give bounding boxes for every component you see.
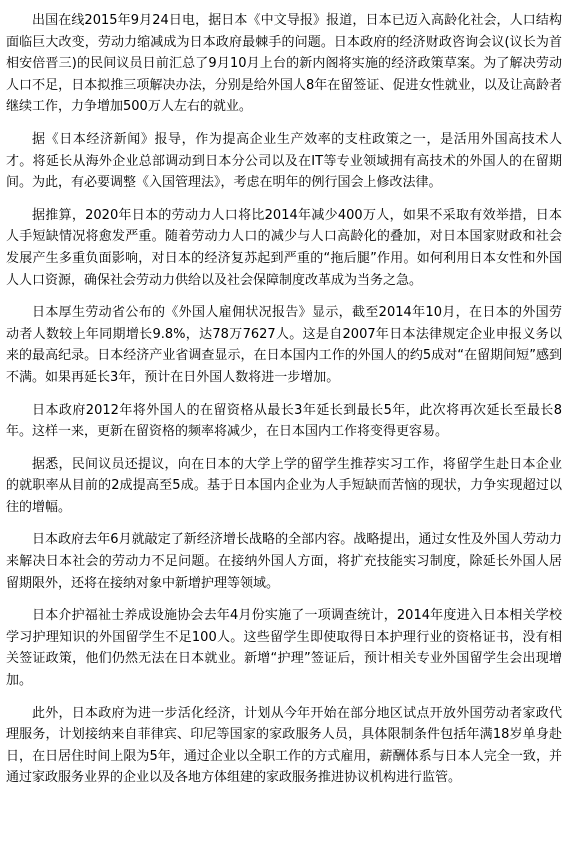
paragraph-nursing-students: 日本介护福祉士养成设施协会去年4月份实施了一项调查统计，2014年度进入日本相关学校学习护理知识的外国留学生不足100人。这些留学生即使取得日本护理行业的资格证书，没有相关签证政策，他们仍然无法在日本就业。新增“护理”签证后，预计相关专业外国留学生会出现增加。 bbox=[6, 608, 562, 689]
paragraph-growth-strategy: 日本政府去年6月就敲定了新经济增长战略的全部内容。战略提出，通过女性及外国人劳动力来解决日本社会的劳动力不足问题。在接纳外国人方面，将扩充技能实习制度，除延长外国人居留期限外，还将在接纳对象中新增护理等领域。 bbox=[6, 532, 562, 591]
paragraph-housekeeping-services: 此外，日本政府为进一步活化经济，计划从今年开始在部分地区试点开放外国劳动者家政代理服务，计划接纳来自菲律宾、印尼等国家的家政服务人员，具体限制条件包括年满18岁单身赴日，在日居住时间上限为5年，通过企业以全职工作的方式雇用，薪酬体系与日本人完全一致，并通过家政服务业界的企业以及各地方体组建的家政服务推进协议机构进行监管。 bbox=[6, 705, 562, 786]
paragraph-labor-forecast: 据推算，2020年日本的劳动力人口将比2014年减少400万人，如果不采取有效举措，日本人手短缺情况将愈发严重。随着劳动力人口的减少与人口高龄化的叠加，对日本国家财政和社会发展产生多重负面影响，对日本的经济复苏起到严重的“拖后腿”作用。如何利用日本女性和外国人人口资源，确保社会劳动力供给以及社会保障制度改革成为当务之急。 bbox=[6, 207, 562, 288]
paragraph-nikkei-report: 据《日本经济新闻》报导，作为提高企业生产效率的支柱政策之一，是活用外国高技术人才。将延长从海外企业总部调动到日本分公司以及在IT等专业领域拥有高技术的外国人的在留期间。为此，有必要调整《入国管理法》，考虑在明年的例行国会上修改法律。 bbox=[6, 131, 562, 191]
paragraph-intro: 出国在线2015年9月24日电，据日本《中文导报》报道，日本已迈入高龄化社会，人口结构面临巨大改变，劳动力缩减成为日本政府最棘手的问题。日本政府的经济财政咨询会议(议长为首相安倍晋三)的民间议员日前汇总了9月10月上台的新内阁将实施的经济政策草案。为了解决劳动人口不足，日本拟推三项解决办法，分别是给外国人8年在留签证、促进女性就业，以及让高龄者继续工作，力争增加500万人左右的就业。 bbox=[6, 13, 562, 115]
paragraph-foreign-workers-report: 日本厚生劳动省公布的《外国人雇佣状况报告》显示，截至2014年10月，在日本的外国劳动者人数较上年同期增长9.8%，达78万7627人。这是自2007年日本法律规定企业申报义务以来的最高纪录。日本经济产业省调查显示，在日本国内工作的外国人的约5成对“在留期间短”感到不满。如果再延长3年，预计在日外国人数将进一步增加。 bbox=[6, 305, 562, 385]
paragraph-student-internship: 据悉，民间议员还提议，向在日本的大学上学的留学生推荐实习工作，将留学生赴日本企业的就职率从目前的2成提高至5成。基于日本国内企业为人手短缺而苦恼的现状，力争实现超过以往的增幅。 bbox=[6, 456, 562, 515]
paragraph-residence-extension: 日本政府2012年将外国人的在留资格从最长3年延长到最长5年，此次将再次延长至最长8年。这样一来，更新在留资格的频率将减少，在日本国内工作将变得更容易。 bbox=[6, 402, 562, 440]
